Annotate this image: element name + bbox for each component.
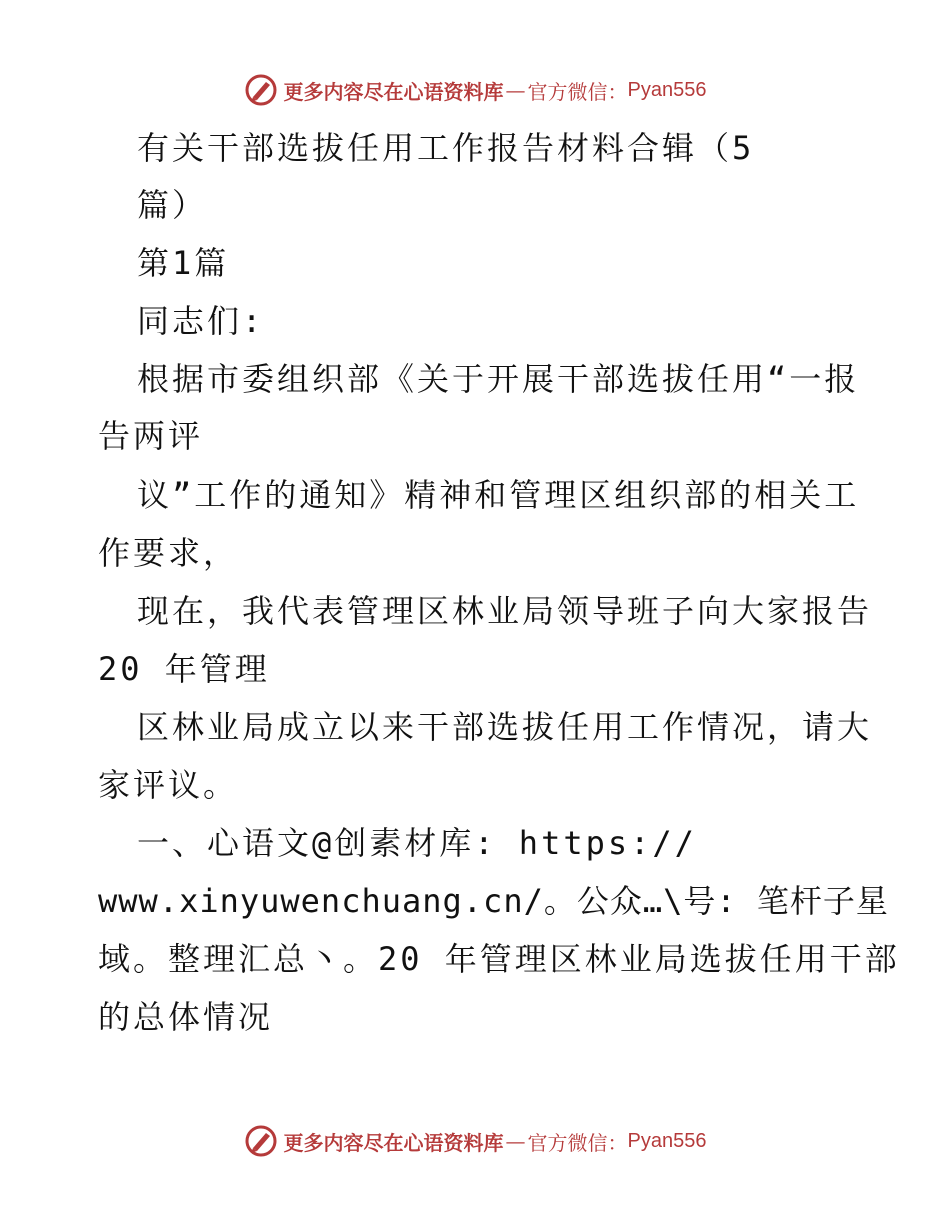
watermark-banner-bottom (0, 1121, 950, 1161)
watermark-wechat-id: Pyan556 (627, 1129, 707, 1152)
pen-logo-icon (244, 73, 278, 107)
paragraph-line: 20 年管理 (98, 650, 270, 688)
watermark-separator: — (505, 78, 526, 102)
paragraph-line: 一、心语文@创素材库: https:// (137, 824, 697, 862)
salutation: 同志们: (137, 302, 265, 340)
paragraph-line: 告两评 (98, 417, 204, 455)
paragraph-line: 家评议。 (98, 766, 239, 804)
paragraph-line: 议”工作的通知》精神和管理区组织部的相关工 (137, 476, 860, 514)
paragraph-line: www.xinyuwenchuang.cn/。公众…\号: 笔杆子星 (98, 882, 889, 920)
pen-logo-icon (244, 1124, 278, 1158)
paragraph-line: 根据市委组织部《关于开展干部选拔任用“一报 (137, 360, 860, 398)
section-heading: 第1篇 (137, 244, 230, 282)
document-title: 有关干部选拔任用工作报告材料合辑（5 (137, 129, 755, 167)
watermark-banner-top (0, 70, 950, 110)
paragraph-line: 域。整理汇总丶。20 年管理区林业局选拔任用干部 (98, 940, 900, 978)
watermark-separator: — (505, 1129, 526, 1153)
watermark-wechat-id: Pyan556 (627, 78, 707, 101)
watermark-main-text: 更多内容尽在心语资料库 (283, 79, 504, 104)
document-title-continued: 篇） (137, 186, 208, 224)
watermark-main-text: 更多内容尽在心语资料库 (283, 1130, 504, 1155)
paragraph-line: 的总体情况 (98, 998, 274, 1036)
paragraph-line: 作要求， (98, 534, 239, 572)
paragraph-line: 现在，我代表管理区林业局领导班子向大家报告 (137, 592, 873, 630)
watermark-wechat-label: 官方微信： (527, 1130, 628, 1155)
paragraph-line: 区林业局成立以来干部选拔任用工作情况，请大 (137, 708, 873, 746)
watermark-wechat-label: 官方微信： (527, 79, 628, 104)
